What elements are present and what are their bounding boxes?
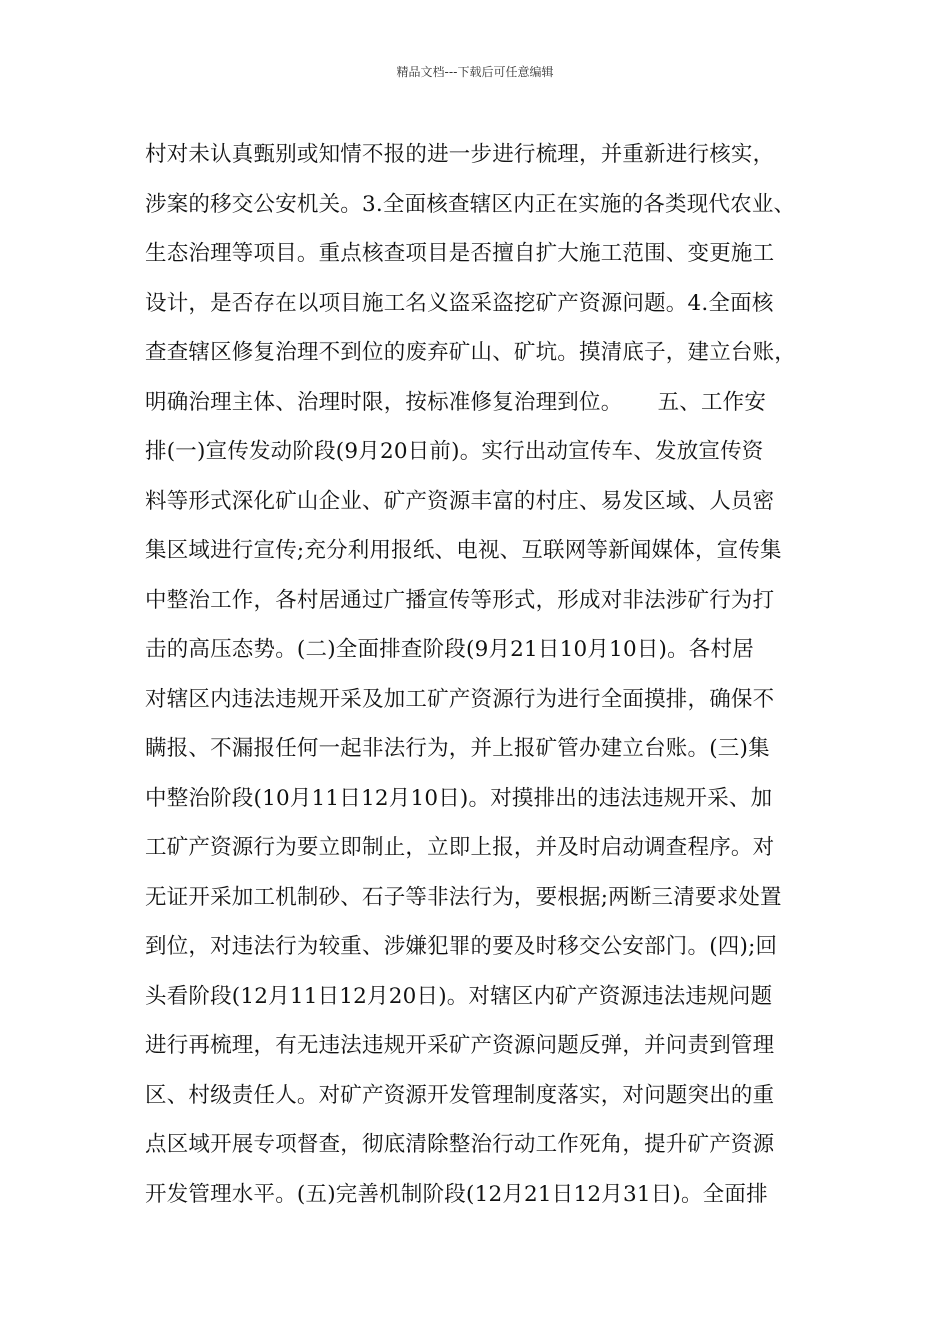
text-line: 中整治工作，各村居通过广播宣传等形式，形成对非法涉矿行为打 (145, 587, 775, 613)
text-line: 区、村级责任人。对矿产资源开发管理制度落实，对问题突出的重 (145, 1082, 775, 1108)
text-line: 开发管理水平。(五)完善机制阶段(12月21日12月31日)。全面排 (145, 1181, 768, 1207)
text-line: 排(一)宣传发动阶段(9月20日前)。实行出动宣传车、发放宣传资 (145, 439, 764, 464)
document-body (145, 130, 815, 1219)
text-line: 瞒报、不漏报任何一起非法行为，并上报矿管办建立台账。(三)集 (145, 736, 770, 761)
text-line: 头看阶段(12月11日12月20日)。对辖区内矿产资源违法违规问题 (145, 983, 773, 1009)
text-line: 生态治理等项目。重点核查项目是否擅自扩大施工范围、变更施工 (145, 241, 775, 266)
text-line: 明确治理主体、治理时限，按标准修复治理到位。 五、工作安 (145, 389, 767, 415)
text-line: 料等形式深化矿山企业、矿产资源丰富的村庄、易发区域、人员密 (145, 488, 775, 514)
text-line: 点区域开展专项督查，彻底清除整治行动工作死角，提升矿产资源 (145, 1132, 775, 1157)
text-line: 村对未认真甄别或知情不报的进一步进行梳理，并重新进行核实， (145, 142, 775, 167)
text-line: 进行再梳理，有无违法违规开采矿产资源问题反弹，并问责到管理 (145, 1033, 775, 1058)
text-line: 设计，是否存在以项目施工名义盗采盗挖矿产资源问题。4.全面核 (145, 290, 774, 316)
text-line: 无证开采加工机制砂、石子等非法行为，要根据;两断三清要求处置 (145, 884, 782, 910)
text-line: 集区域进行宣传;充分利用报纸、电视、互联网等新闻媒体，宣传集 (145, 538, 782, 563)
text-line: 击的高压态势。(二)全面排查阶段(9月21日10月10日)。各村居 (145, 637, 754, 662)
text-line: 中整治阶段(10月11日12月10日)。对摸排出的违法违规开采、加 (145, 785, 773, 811)
text-line: 涉案的移交公安机关。3.全面核查辖区内正在实施的各类现代农业、 (145, 191, 796, 217)
text-line: 到位，对违法行为较重、涉嫌犯罪的要及时移交公安部门。(四);回 (145, 934, 778, 959)
text-line: 对辖区内违法违规开采及加工矿产资源行为进行全面摸排，确保不 (145, 686, 775, 712)
page-header: 精品文档---下载后可任意编辑 (396, 65, 554, 79)
text-line: 工矿产资源行为要立即制止，立即上报，并及时启动调查程序。对 (145, 835, 775, 860)
text-line: 查查辖区修复治理不到位的废弃矿山、矿坑。摸清底子，建立台账， (145, 340, 797, 365)
